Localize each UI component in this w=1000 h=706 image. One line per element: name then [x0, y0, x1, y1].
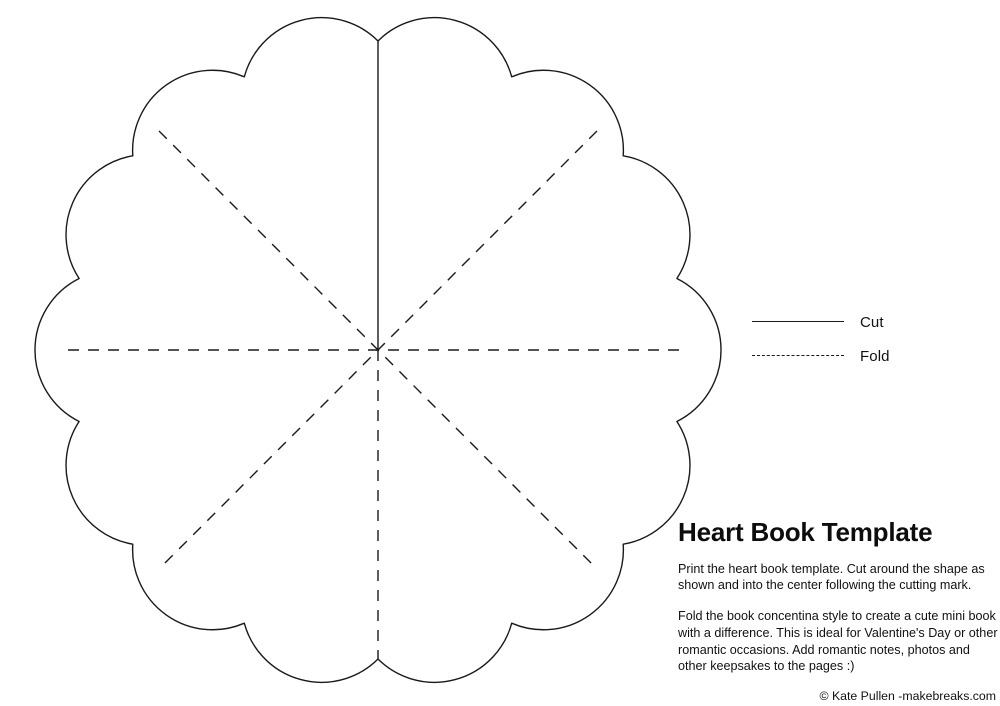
legend-item-cut: [752, 305, 982, 339]
legend-label-fold: Fold: [860, 347, 890, 365]
dashed-line-icon: [752, 355, 844, 358]
legend-item-fold: [752, 339, 982, 373]
page-title: Heart Book Template: [678, 517, 933, 547]
legend-label-cut: Cut: [860, 313, 884, 331]
instructions-paragraph-1: Print the heart book template. Cut around the shape as shown and into the center following the cutting mark.: [678, 561, 985, 593]
instructions-paragraph-2: Fold the book concentina style to create a cute mini book with a difference. This is ideal for Valentine's Day or other romantic occasions. Add romantic notes, photos and other keepsakes to the pages :): [678, 609, 998, 674]
credit-line: © Kate Pullen -makebreaks.com: [819, 689, 996, 703]
solid-line-icon: [752, 321, 844, 324]
legend: [752, 305, 982, 373]
instructions-block: [678, 518, 998, 703]
